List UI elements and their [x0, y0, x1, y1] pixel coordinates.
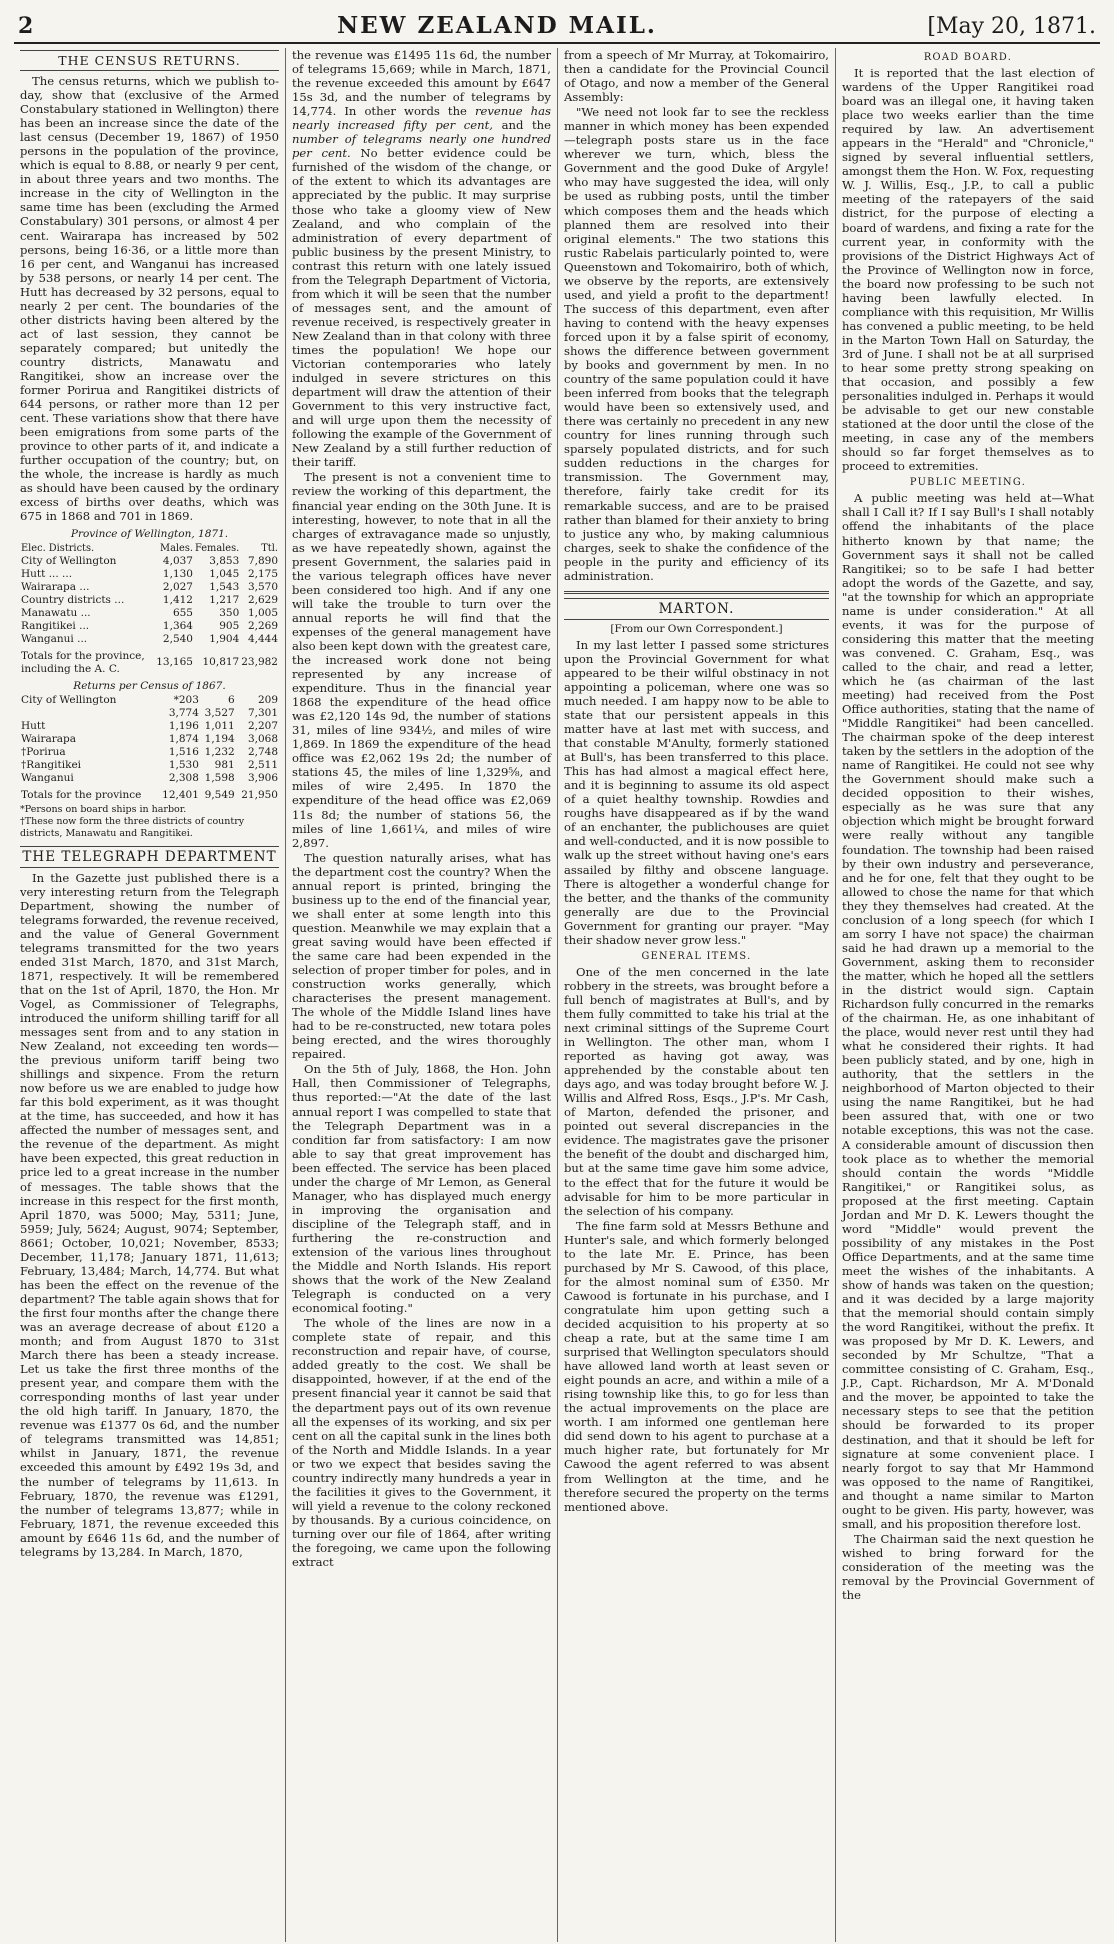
table-footnote: †These now form the three districts of country districts, Manawatu and Rangitikei.: [20, 815, 245, 839]
census-table-1871: [20, 542, 279, 676]
table-row: Hutt 1,196 1,011 2,207: [21, 719, 278, 732]
table-total-row: Totals for the province 12,401 9,549 21,950: [21, 788, 278, 801]
census-table-1871-caption: Province of Wellington, 1871.: [70, 527, 229, 540]
marton-paragraph: It is reported that the last election of wardens of the Upper Rangitikei road board was an illegal one, it having taken place two weeks earlier than the time required by law. An advertisement appears in the "Herald" and "Chronicle," signed by several influential settlers, amongst them the Hon. W. Fox, requesting W. J. Willis, Esq., J.P., to call a public meeting of the ratepayers of the said district, for the purpose of electing a board of wardens, and fixing a rate for the current year, in conformity with the provisions of the District Highways Act of the Province of Wellington now in force, the board now professing to be such not having been lawfully elected. In compliance with this requisition, Mr Willis has convened a public meeting, to be held in the Marton Town Hall on Saturday, the 3rd of June. I shall not be at all surprised to hear some pretty strong speaking on that occasion, and possibly a few personalities indulged in. Perhaps it would be advisable to get our new constable stationed at the door until the close of the meeting, in case any of the members should so far forget themselves as to proceed to extremities.: [842, 66, 1094, 474]
table-row: Wairarapa 1,874 1,194 3,068: [21, 732, 278, 745]
table-row: Hutt ... ... 1,130 1,045 2,175: [21, 567, 278, 580]
issue-date: [May 20, 1871.: [927, 14, 1096, 39]
table-row: †Rangitikei 1,530 981 2,511: [21, 758, 278, 771]
telegraph-paragraph: The question naturally arises, what has the department cost the country? When the annual report is printed, bringing the business up to the end of the financial year, we shall enter at some length into this question. Meanwhile we may explain that a great saving would have been effected if the same care had been expended in the selection of proper timber for poles, and in construction works generally, which characterises the present management. The whole of the Middle Island lines have had to be re-constructed, new totara poles being erected, and the wires thoroughly repaired.: [292, 850, 551, 1062]
table-row: Wairarapa ... 2,027 1,543 3,570: [21, 580, 278, 593]
telegraph-heading: THE TELEGRAPH DEPARTMENT: [20, 846, 279, 868]
telegraph-paragraph: In the Gazette just published there is a very interesting return from the Telegraph Department, showing the number of telegrams forwarded, the revenue received, and the value of General Government telegrams transmitted for the two years ended 31st March, 1870, and 31st March, 1871, respectively. It will be remembered that on the 1st of April, 1870, the Hon. Mr Vogel, as Commissioner of Telegraphs, introduced the uniform shilling tariff for all messages sent from and to any station in New Zealand, not exceeding ten words—the previous uniform tariff being two shillings and sixpence. From the return now before us we are enabled to judge how far this bold experiment, as it was thought at the time, has succeeded, and how it has affected the number of messages sent, and the revenue of the department. As might have been expected, this great reduction in price led to a great increase in the number of messages. The table shows that the increase in this respect for the first month, April 1870, was 5000; May, 5311; June, 5959; July, 5624; August, 9074; September, 8661; October, 10,021; November, 8533; December, 11,178; January 1871, 11,613; February, 13,484; March, 14,774. But what has been the effect on the revenue of the department? The table again shows that for the first four months after the change there was an average decrease of about £120 a month; and from August 1870 to 31st March there has been a steady increase. Let us take the first three months of the present year, and compare them with the corresponding months of last year under the old high tariff. In January, 1870, the revenue was £1377 0s 6d, and the number of telegrams transmitted was 14,851; whilst in January, 1871, the revenue exceeded this amount by £492 19s 3d, and the number of telegrams by 11,613. In February, 1870, the revenue was £1291, the number of telegrams 13,877; while in February, 1871, the revenue exceeded this amount by £646 11s 6d, and the number of telegrams by 13,284. In March, 1870,: [20, 870, 279, 1559]
telegraph-paragraph: "We need not look far to see the reckless manner in which money has been expended—telegraph posts stare us in the face wherever we turn, which, bless the Government and the good Duke of Argyle! who may have suggested the idea, will only be used as rubbing posts, until the timber which composes them and the heads which planned them are resolved into their original elements." The two stations this rustic Rabelais particularly pointed to, were Queenstown and Tokomairiro, both of which, we observe by the reports, are extensively used, and yield a profit to the department! The success of this department, even after having to contend with the heavy expenses forced upon it by a false spirit of economy, shows the difference between government by books and government by men. In no country of the same population could it have been inferred from books that the telegraph would have been so extensively used, and there was certainly no precedent in any new country for lines running through such sparsely populated districts, and for such sudden reductions in the charges for transmission. The Government may, therefore, fairly take credit for its remarkable success, and are to be praised rather than blamed for their anxiety to bring to justice any who, by making calumnious charges, seek to shake the confidence of the people in the purity and efficiency of its administration.: [564, 105, 829, 583]
col-males: Males.: [160, 542, 193, 554]
table-row: City of Wellington *203 6 209: [21, 693, 278, 706]
table-row: †Porirua 1,516 1,232 2,748: [21, 745, 278, 758]
marton-heading: MARTON.: [564, 598, 829, 620]
page-number: 2: [18, 13, 34, 39]
col-district: Elec. Districts.: [21, 542, 95, 554]
general-items-heading: GENERAL ITEMS.: [641, 950, 752, 962]
section-divider: [564, 591, 829, 594]
marton-paragraph: The fine farm sold at Messrs Bethune and Hunter's sale, and which formerly belonged to the late Mr. E. Prince, has been purchased by Mr S. Cawood, of this place, for the almost nominal sum of £350. Mr Cawood is fortunate in his purchase, and I congratulate him upon getting such a decided acquisition to his property at so cheap a rate, but at the same time I am surprised that Wellington speculators should have allowed land worth at least seven or eight pounds an acre, and within a mile of a rising township like this, to go for less than the actual improvements on the place are worth. I am informed one gentleman here did send down to his agent to purchase at a much higher rate, but fortunately for Mr Cawood the agent referred to was absent from Wellington at the time, and he therefore secured the property on the terms mentioned above.: [564, 1218, 829, 1514]
col-total: Ttl.: [261, 542, 278, 554]
table-total-row: Totals for the province, including the A. C. 13,165 10,817 23,982: [21, 649, 278, 675]
table-row: 3,774 3,527 7,301: [168, 706, 278, 719]
table-row: Wanganui ... 2,540 1,904 4,444: [21, 632, 278, 645]
table-row: Rangitikei ... 1,364 905 2,269: [21, 619, 278, 632]
marton-paragraph: One of the men concerned in the late robbery in the streets, was brought before a full bench of magistrates at Bull's, and by them fully committed to take his trial at the next criminal sittings of the Supreme Court in Wellington. The other man, whom I reported as having got away, was apprehended by the constable about ten days ago, and was today brought before W. J. Willis and Alfred Ross, Esqs., J.P's. Mr Cash, of Marton, defended the prisoner, and pointed out several discrepancies in the evidence. The magistrates gave the prisoner the benefit of the doubt and discharged him, but at the same time gave him some advice, to the effect that for the future it would be advisable for him to be more particular in the selection of his company.: [564, 964, 829, 1218]
column-4: [836, 48, 1100, 1942]
columns: [14, 48, 1100, 1942]
marton-paragraph: A public meeting was held at—What shall I Call it? If I say Bull's I shall notably offend the inhabitants of the place hitherto known by that name; the Government says it shall not be called Rangitikei; so to be safe I had better adopt the words of the Gazette, and say, "at the township for which an appropriate name is under consideration." At all events, it was for the purpose of considering this matter that the meeting was convened. C. Graham, Esq., was called to the chair, and read a letter, which he (as chairman of the last meeting) had received from the Post Office authorities, stating that the name of "Middle Rangitikei" had been cancelled. The chairman spoke of the deep interest taken by the settlers in the adoption of the name of Rangitikei. He could not see why the Government should make such a decided opposition to their wishes, especially as he was sure that any objection which might be brought forward were really without any tangible foundation. The township had been raised by their own industry and perseverance, and he for one, felt that they ought to be allowed to chose the name for that which they they themselves had created. At the conclusion of a long speech (for which I am sorry I have not space) the chairman said he had drawn up a memorial to the Government, asking them to reconsider the matter, which he hoped all the settlers in the district would sign. Captain Richardson fully concurred in the remarks of the chairman. He, as one inhabitant of the place, would never rest until they had what he considered their rights. It had been publicly stated, and by one, high in authority, that the settlers in the neighborhood of Marton objected to their using the name Rangitikei, but he had been assured that, with one or two notable exceptions, this was not the case. A considerable amount of discussion then took place as to whether the memorial should contain the words "Middle Rangitikei," or Rangitikei solus, as proposed at the first meeting. Captain Jordan and Mr D. K. Lewers thought the word "Middle" would prevent the possibility of any mistakes in the Post Office Departments, and at the same time meet the wishes of the inhabitants. A show of hands was taken on the question; and it was decided by a large majority that the memorial should contain simply the word Rangitikei, without the prefix. It was proposed by Mr D. K. Lewers, and seconded by Mr Schultze, "That a committee consisting of C. Graham, Esq., J.P., Capt. Richardson, Mr A. M'Donald and the mover, be appointed to take the necessary steps to see that the petition should be forwarded to its proper destination, and that it should be left for signature at some convenient place. I nearly forgot to say that Mr Hammond was opposed to the name of Rangitikei, and thought a name similar to Marton ought to be given. His party, however, was small, and his proposition therefore lost.: [842, 491, 1094, 1531]
column-2: [286, 48, 558, 1942]
table-footnote: *Persons on board ships in harbor.: [20, 803, 187, 815]
telegraph-paragraph: The present is not a convenient time to review the working of this department, the financial year ending on the 30th June. It is interesting, however, to note that in all the charges of extravagance made so unjustly, as we have repeatedly shown, against the present Government, the salaries paid in the various telegraph offices have never been considered too high. And if any one will take the trouble to turn over the annual reports he will find that the expenses of the general management have also been kept down with the greatest care, the increased work done not being represented by any increase of expenditure. Thus in the financial year 1868 the expenditure of the head office was £2,120 14s 9d, the number of stations 31, miles of line 934½, and miles of wire 1,869. In 1869 the expenditure of the head office was £2,062 19s 2d; the number of stations 45, the miles of line 1,329⅝, and miles of wire 2,495. In 1870 the expenditure of the head office was £2,069 11s 8d; the number of stations 56, the miles of line 1,661¼, and miles of wire 2,897.: [292, 470, 551, 850]
table-row: City of Wellington 4,037 3,853 7,890: [21, 554, 278, 567]
telegraph-paragraph: from a speech of Mr Murray, at Tokomairiro, then a candidate for the Provincial Council of Otago, and now a member of the General Assembly:: [564, 48, 829, 105]
marton-paragraph: In my last letter I passed some strictures upon the Provincial Government for what appeared to be their wilful obstinacy in not appointing a policeman, where one was so much needed. I am happy now to be able to state that our persistent appeals in this matter have at last met with success, and that constable M'Anulty, formerly stationed at Bull's, has been transferred to this place. This has had almost a magical effect here, and it is beginning to assume its old aspect of a quiet healthy township. Rowdies and roughs have disappeared as if by the wand of an enchanter, the publichouses are quiet and well-conducted, and it is now possible to walk up the street without having one's ears assailed by filthy and obscene language. There is altogether a wonderful change for the better, and the thanks of the community generally are due to the Provincial Government for granting our prayer. "May their shadow never grow less.": [564, 637, 829, 947]
newspaper-title: NEW ZEALAND MAIL.: [337, 12, 657, 39]
telegraph-paragraph: On the 5th of July, 1868, the Hon. John Hall, then Commissioner of Telegraphs, thus reported:—"At the date of the last annual report I was compelled to state that the Telegraph Department was in a condition far from satisfactory: I am now able to say that great improvement has been effected. The service has been placed under the charge of Mr Lemon, as General Manager, who has displayed much energy in improving the organisation and discipline of the Telegraph staff, and in furthering the re-construction and extension of the various lines throughout the Middle and North Islands. His report shows that the work of the New Zealand Telegraph is conducted on a very economical footing.": [292, 1062, 551, 1316]
correspondent-dateline: [From our Own Correspondent.]: [610, 622, 783, 635]
column-1: [14, 48, 286, 1942]
census-paragraph: The census returns, which we publish to-day, show that (exclusive of the Armed Constabulary stationed in Wellington) there has been an increase since the date of the last census (December 19, 1867) of 1950 persons in the population of the province, which is equal to 8.88, or nearly 9 per cent, in about three years and two months. The increase in the city of Wellington in the same time has been (excluding the Armed Constabulary) 301 persons, or almost 4 per cent. Wairarapa has increased by 502 persons, being 16·36, or a little more than 16 per cent, and Wanganui has increased by 538 persons, or nearly 14 per cent. The Hutt has decreased by 32 persons, equal to nearly 2 per cent. The boundaries of the other districts having been altered by the act of last session, they cannot be separately compared; but unitedly the country districts, Manawatu and Rangitikei, show an increase over the former Porirua and Rangitikei districts of 644 persons, or rather more than 12 per cent. These variations show that there have been emigrations from some parts of the province to other parts of it, and indicate a further occupation of the country; but, on the whole, the increase is hardly as much as should have been caused by the ordinary excess of births over deaths, which was 675 in 1868 and 701 in 1869.: [20, 74, 279, 524]
column-3: [558, 48, 836, 1942]
table-row: Wanganui 2,308 1,598 3,906: [21, 771, 278, 784]
telegraph-paragraph: the revenue was £1495 11s 6d, the number of telegrams 15,669; while in March, 1871, the revenue exceeded this amount by £647 15s 3d, and the number of telegrams by 14,774. In other words the revenue has nearly increased fifty per cent, and the number of telegrams nearly one hundred per cent. No better evidence could be furnished of the wisdom of the change, or of the extent to which its advantages are appreciated by the public. It may surprise those who take a gloomy view of New Zealand, and who complain of the administration of every department of public business by the present Ministry, to contrast this return with one lately issued from the Telegraph Department of Victoria, from which it will be seen that the number of messages sent, and the amount of revenue received, is respectively greater in New Zealand than in that colony with three times the population! We hope our Victorian contemporaries who lately indulged in severe strictures on this department will draw the attention of their Government to this very instructive fact, and will urge upon them the necessity of following the example of the Government of New Zealand by a still further reduction of their tariff.: [292, 48, 551, 470]
table-row: Country districts ... 1,412 1,217 2,629: [21, 593, 278, 606]
census-heading: THE CENSUS RETURNS.: [20, 50, 279, 71]
census-table-1867: [20, 694, 279, 802]
public-meeting-heading: PUBLIC MEETING.: [909, 477, 1027, 489]
masthead: [14, 12, 1100, 44]
telegraph-paragraph: The whole of the lines are now in a complete state of repair, and this reconstruction and repair have, of course, added greatly to the cost. We shall be disappointed, however, if at the end of the present financial year it cannot be said that the department pays out of its own revenue all the expenses of its working, and six per cent on all the capital sunk in the lines both of the North and Middle Islands. In a year or two we expect that besides saving the country indirectly many hundreds a year in the facilities it gives to the Government, it will yield a revenue to the colony reckoned by thousands. By a curious coincidence, on turning over our file of 1864, after writing the foregoing, we came upon the following extract: [292, 1316, 551, 1570]
marton-paragraph: The Chairman said the next question he wished to bring forward for the consideration of the meeting was the removal by the Provincial Government of the: [842, 1531, 1094, 1603]
table-row: Manawatu ... 655 350 1,005: [21, 606, 278, 619]
col-females: Females.: [194, 542, 240, 554]
table-header: [20, 542, 279, 555]
census-table-1867-caption: Returns per Census of 1867.: [73, 679, 226, 692]
road-board-heading: ROAD BOARD.: [923, 52, 1013, 63]
